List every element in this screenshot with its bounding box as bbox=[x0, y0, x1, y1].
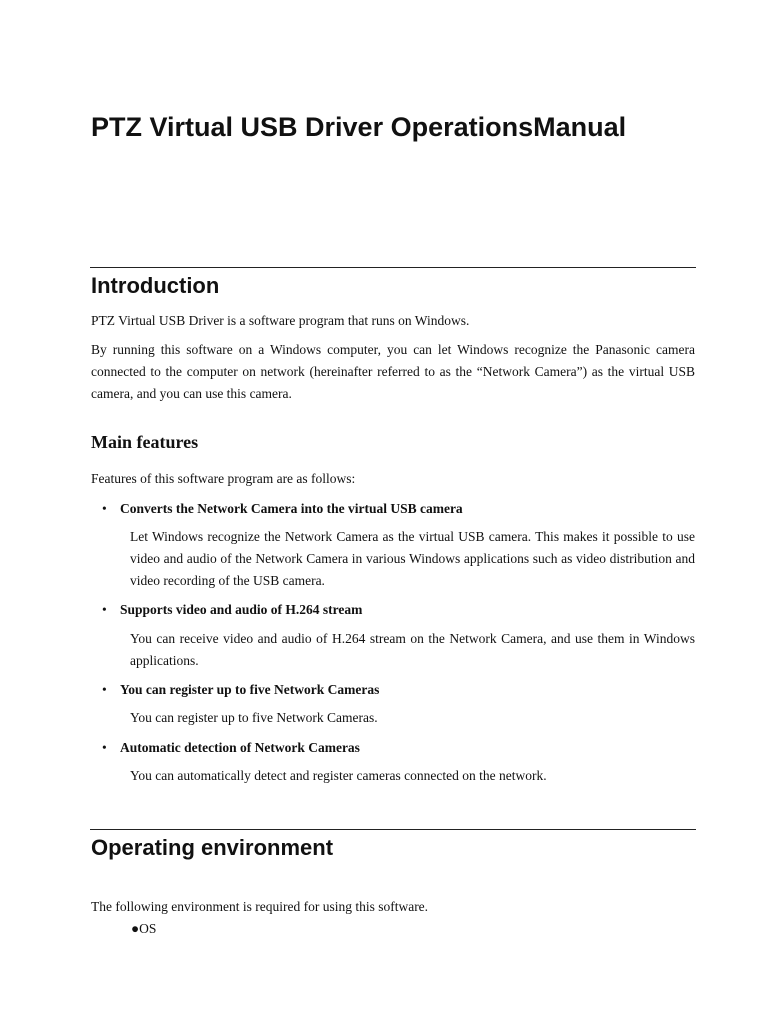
operating-environment-heading: Operating environment bbox=[91, 835, 334, 860]
operating-environment-intro: The following environment is required for using this software. bbox=[91, 899, 429, 914]
feature-description: You can register up to five Network Cameras. bbox=[130, 710, 378, 725]
feature-description: You can automatically detect and register cameras connected on the network. bbox=[130, 768, 547, 783]
bullet-icon: • bbox=[102, 501, 107, 516]
os-list-item: ●OS bbox=[131, 921, 157, 936]
feature-label: Converts the Network Camera into the virtual USB camera bbox=[120, 501, 463, 516]
main-features-heading: Main features bbox=[91, 432, 199, 452]
feature-description: You can receive video and audio of H.264 stream on the Network Camera, and use them in Windows applications. bbox=[130, 631, 695, 668]
feature-description: Let Windows recognize the Network Camera as the virtual USB camera. This makes it possible to use video and audio of the Network Camera in various Windows applications such as video distribution and video recording of the USB camera. bbox=[130, 529, 695, 588]
introduction-paragraph-1: PTZ Virtual USB Driver is a software program that runs on Windows. bbox=[91, 313, 470, 328]
bullet-icon: • bbox=[102, 682, 107, 697]
feature-label: Supports video and audio of H.264 stream bbox=[120, 602, 363, 617]
section-divider-operating-environment bbox=[90, 829, 696, 830]
bullet-icon: • bbox=[102, 602, 107, 617]
section-divider-introduction bbox=[90, 267, 696, 268]
document-title: PTZ Virtual USB Driver OperationsManual bbox=[91, 112, 627, 142]
feature-label: Automatic detection of Network Cameras bbox=[120, 740, 360, 755]
introduction-paragraph-2: By running this software on a Windows computer, you can let Windows recognize the Panasonic camera connected to the computer on network (hereinafter referred to as the “Network Camera”) as the virtual USB camera, and you can use this camera. bbox=[91, 342, 695, 401]
introduction-heading: Introduction bbox=[91, 273, 220, 298]
bullet-icon: • bbox=[102, 740, 107, 755]
main-features-intro: Features of this software program are as follows: bbox=[91, 471, 356, 486]
feature-label: You can register up to five Network Cameras bbox=[120, 682, 380, 697]
